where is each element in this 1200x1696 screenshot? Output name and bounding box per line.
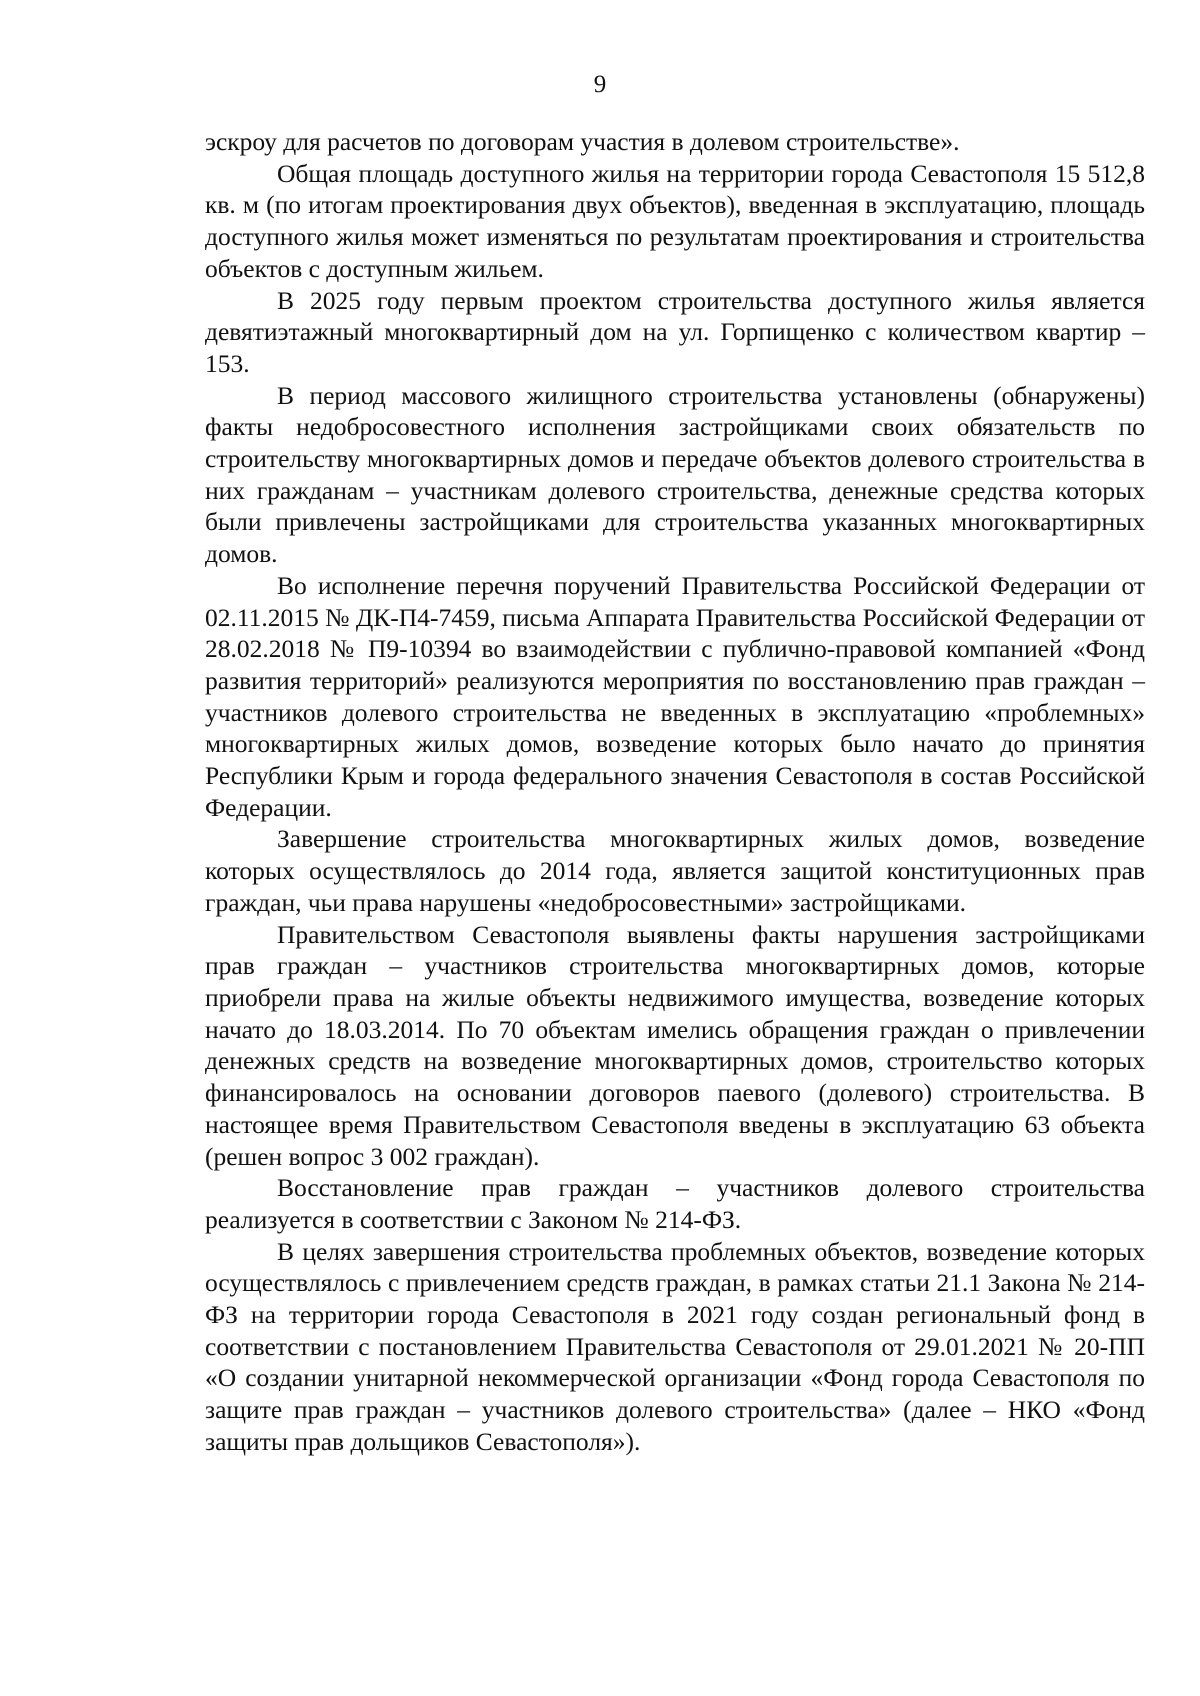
paragraph-unfair-developers: В период массового жилищного строительства установлены (обнаружены) факты недобросовестного исполнения застройщиками своих обязательств по строительству многоквартирных домов и передаче объектов долевого строительства в них гражданам – участникам долевого строительства, денежные средства которых были привлечены застройщиками для строительства указанных многоквартирных домов.	[205, 380, 1145, 569]
paragraph-regional-fund: В целях завершения строительства проблемных объектов, возведение которых осуществлялось с привлечением средств граждан, в рамках статьи 21.1 Закона № 214-ФЗ на территории города Севастополя в 2021 году создан региональный фонд в соответствии с постановлением Правительства Севастополя от 29.01.2021 № 20-ПП «О создании унитарной некоммерческой организации «Фонд города Севастополя по защите прав граждан – участников долевого строительства» (далее – НКО «Фонд защиты прав дольщиков Севастополя»).	[205, 1236, 1145, 1456]
paragraph-affordable-housing-area: Общая площадь доступного жилья на территории города Севастополя 15 512,8 кв. м (по итогам проектирования двух объектов), введенная в эксплуатацию, площадь доступного жилья может изменяться по результатам проектирования и строительства объектов с доступным жильем.	[205, 158, 1145, 283]
page-number: 9	[593, 71, 607, 98]
paragraph-first-project-2025: В 2025 году первым проектом строительства доступного жилья является девятиэтажный многоквартирный дом на ул. Горпищенко с количеством квартир – 153.	[205, 285, 1145, 378]
paragraph-violations-identified: Правительством Севастополя выявлены факты нарушения застройщиками прав граждан – участников строительства многоквартирных домов, которые приобрели права на жилые объекты недвижимого имущества, возведение которых начато до 18.03.2014. По 70 объектам имелись обращения граждан о привлечении денежных средств на возведение многоквартирных домов, строительство которых финансировалось на основании договоров паевого (долевого) строительства. В настоящее время Правительством Севастополя введены в эксплуатацию 63 объекта (решен вопрос 3 002 граждан).	[205, 919, 1145, 1171]
paragraph-government-instructions: Во исполнение перечня поручений Правительства Российской Федерации от 02.11.2015 № ДК-П4-7459, письма Аппарата Правительства Российской Федерации от 28.02.2018 № П9-10394 во взаимодействии с публично-правовой компанией «Фонд развития территорий» реализуются мероприятия по восстановлению прав граждан – участников долевого строительства не введенных в эксплуатацию «проблемных» многоквартирных жилых домов, возведение которых было начато до принятия Республики Крым и города федерального значения Севастополя в состав Российской Федерации.	[205, 570, 1145, 822]
document-body	[205, 126, 1145, 1458]
paragraph-continuation: эскроу для расчетов по договорам участия в долевом строительстве».	[205, 127, 960, 156]
paragraph-law-214: Восстановление прав граждан – участников долевого строительства реализуется в соответствии с Законом № 214-ФЗ.	[205, 1173, 1145, 1234]
paragraph-completion-protection: Завершение строительства многоквартирных жилых домов, возведение которых осуществлялось до 2014 года, является защитой конституционных прав граждан, чьи права нарушены «недобросовестными» застройщиками.	[205, 824, 1145, 917]
